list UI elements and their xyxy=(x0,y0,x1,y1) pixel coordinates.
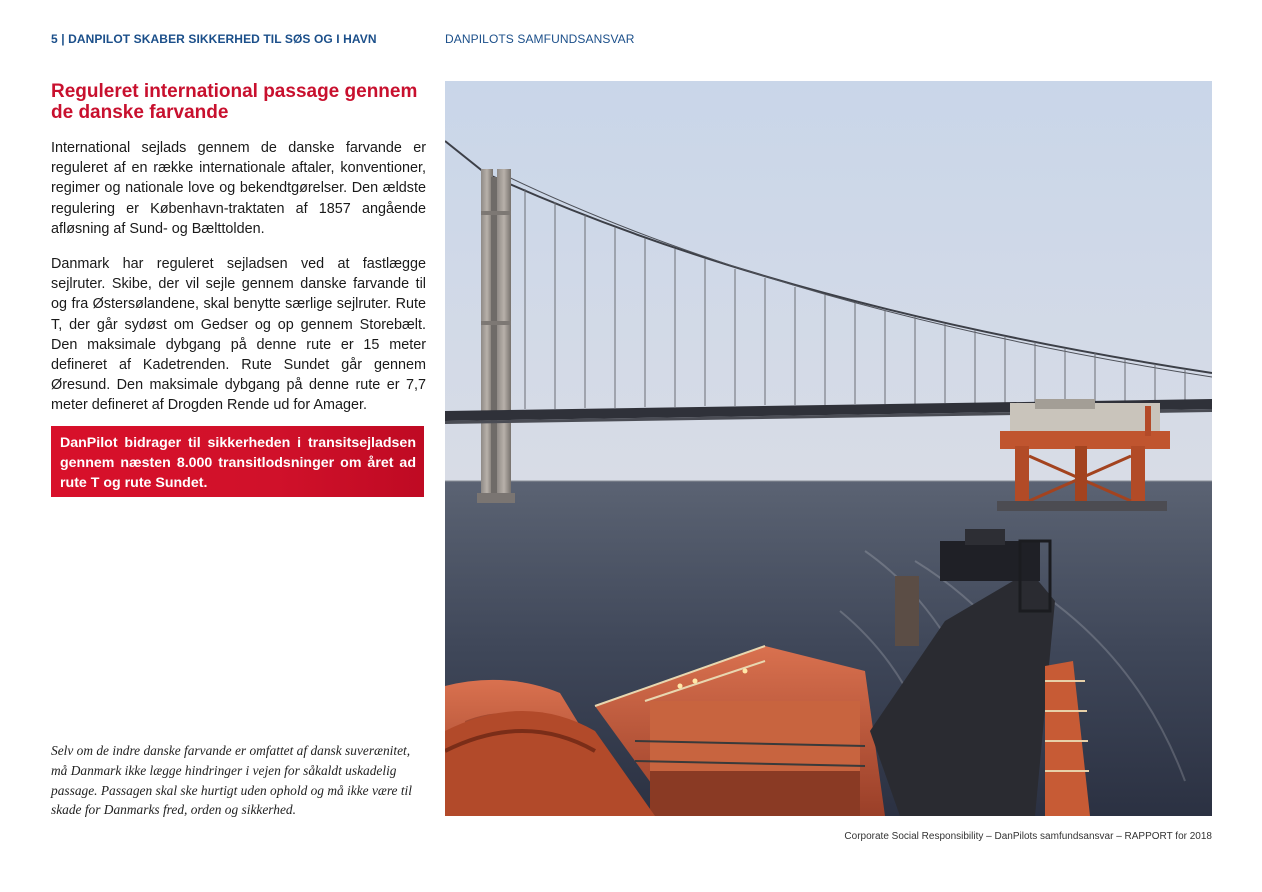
running-header-left: 5 | DANPILOT SKABER SIKKERHED TIL SØS OG I HAVN xyxy=(51,32,377,46)
body-paragraph-2: Danmark har reguleret sejladsen ved at fastlægge sejlruter. Skibe, der vil sejle gennem danske farvande til og fra Østersølandene, skal benytte særlige sejlruter. Rute T, der går sydøst om Gedser og op gennem Storebælt. Den maksimale dybgang på denne rute er 15 meter defineret af Kadetrenden. Rute Sundet går gennem Øresund. Den maksimale dybgang på denne rute er 7,7 meter defineret af Drogden Rende ud for Amager. xyxy=(51,256,426,414)
page-footer: Corporate Social Responsibility – DanPilots samfundsansvar – RAPPORT for 2018 xyxy=(844,831,1212,842)
highlight-callout: DanPilot bidrager til sikkerheden i transitsejladsen gennem næsten 8.000 transitlodsninger om året ad rute T og rute Sundet. xyxy=(51,426,424,497)
body-paragraph-1: International sejlads gennem de danske farvande er reguleret af en række internationale aftaler, konventioner, regimer og nationale love og bekendtgørelser. Den ældste regulering er København-traktaten af 1857 angående afløsning af Sund- og Bælttolden. xyxy=(51,140,426,237)
italic-quote: Selv om de indre danske farvande er omfattet af dansk suverænitet, må Danmark ikke lægge hindringer i vejen for såkaldt uskadelig passage. Passagen skal ske hurtigt uden ophold og må ikke være til skade for Danmarks fred, orden og sikkerhed. xyxy=(51,743,412,818)
article-title: Reguleret international passage gennem de danske farvande xyxy=(51,81,418,123)
bridge-photo xyxy=(445,81,1212,816)
running-header-right: DANPILOTS SAMFUNDSANSVAR xyxy=(445,32,635,46)
